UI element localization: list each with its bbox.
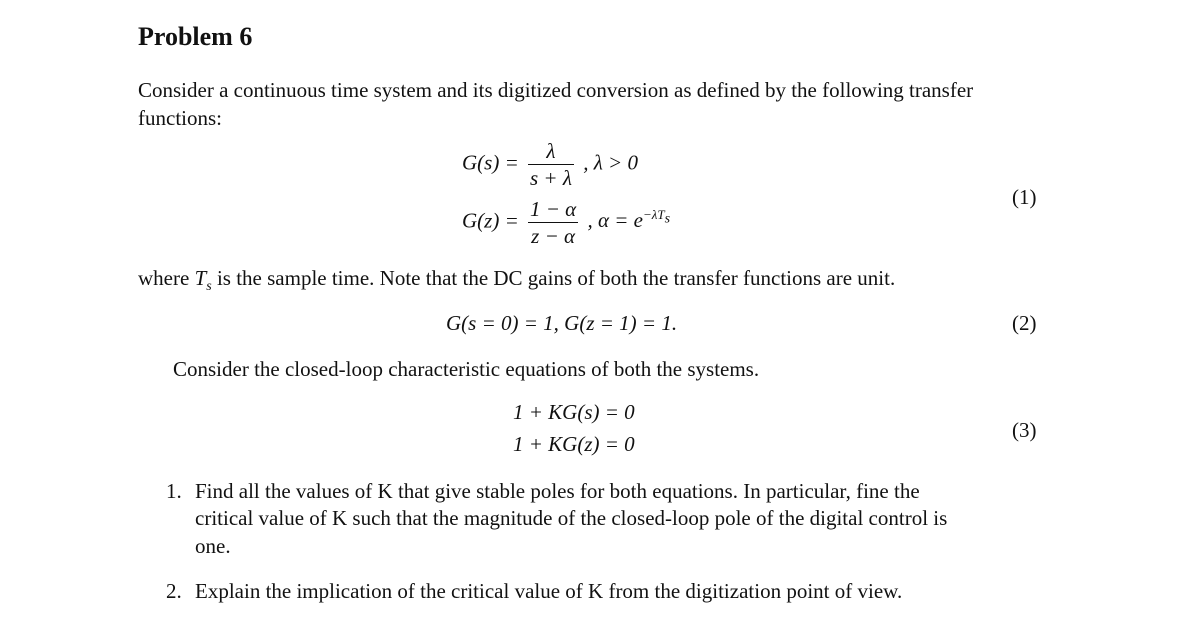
gs-numerator: λ	[528, 140, 574, 165]
equation-gs	[462, 140, 638, 189]
problem-heading: Problem 6	[138, 22, 253, 51]
intro-line-1: Consider a continuous time system and its digitized conversion as defined by the following transfer	[138, 78, 974, 102]
equation-dc-gain: G(s = 0) = 1, G(z = 1) = 1.	[446, 311, 678, 335]
gz-condition: , $\alpha = e^{-\lambda T_s}$	[587, 207, 671, 233]
where-line: where $T_s$ is the sample time. Note that the DC gains of both the transfer functions are unit.	[138, 266, 896, 295]
list-marker-2: 2.	[166, 579, 182, 603]
equation-number-3: (3)	[1012, 418, 1037, 442]
gz-lhs: G(z) =	[462, 208, 519, 233]
char-eq-continuous: 1 + KG(s) = 0	[513, 400, 635, 424]
gs-lhs: G(s) =	[462, 150, 519, 175]
equation-gz	[462, 198, 670, 247]
gs-condition: , λ > 0	[583, 150, 638, 175]
list-item-1-line-2: critical value of K such that the magnitude of the closed-loop pole of the digital control is	[195, 506, 948, 530]
gz-fraction	[528, 198, 578, 247]
consider-line: Consider the closed-loop characteristic equations of both the systems.	[173, 357, 760, 381]
equation-number-2: (2)	[1012, 311, 1037, 335]
equation-number-1: (1)	[1012, 185, 1037, 209]
gz-denominator: z − α	[531, 224, 576, 248]
gs-fraction	[528, 140, 574, 189]
list-marker-1: 1.	[166, 479, 182, 503]
gs-denominator: s + λ	[530, 166, 572, 190]
intro-line-2: functions:	[138, 106, 222, 130]
gz-numerator: 1 − α	[530, 197, 577, 221]
list-item-1-line-1: Find all the values of K that give stable poles for both equations. In particular, fine the	[195, 479, 920, 503]
char-eq-digital: 1 + KG(z) = 0	[513, 432, 635, 456]
list-item-2-line-1: Explain the implication of the critical value of K from the digitization point of view.	[195, 579, 903, 603]
list-item-1-line-3: one.	[195, 534, 231, 558]
